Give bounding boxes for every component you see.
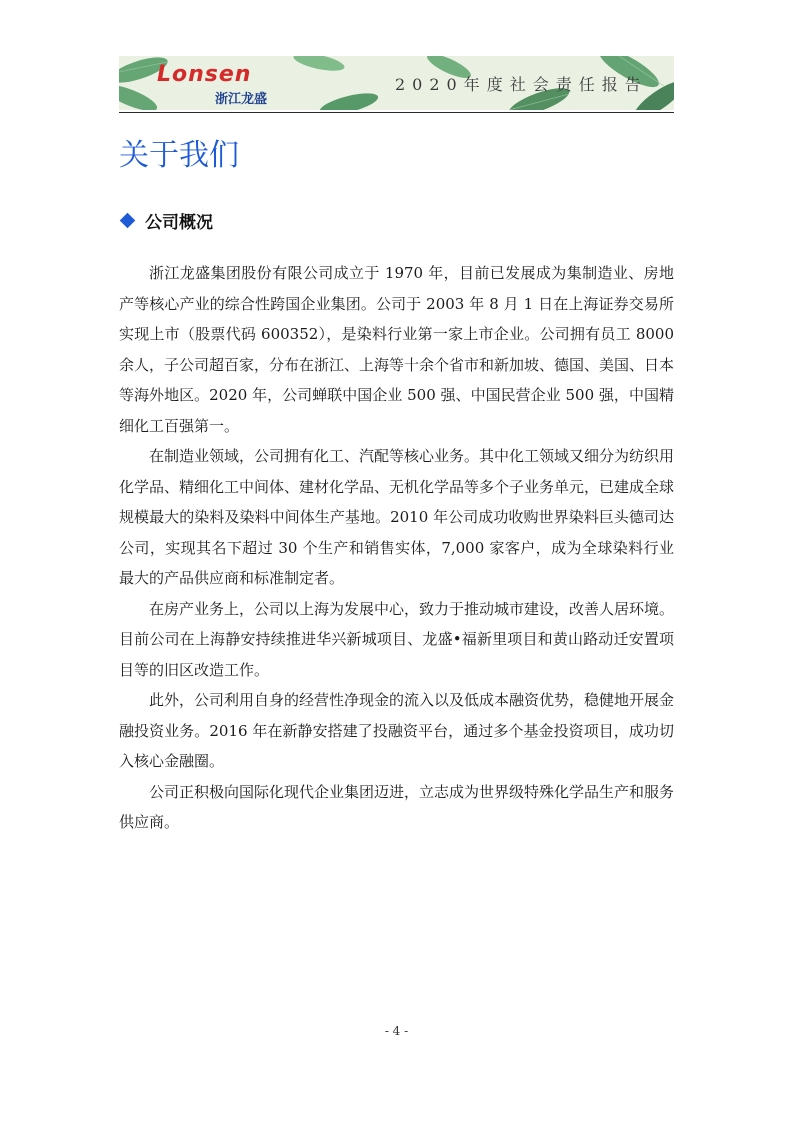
paragraph: 浙江龙盛集团股份有限公司成立于 1970 年，目前已发展成为集制造业、房地产等核心产业的综合性跨国企业集团。公司于 2003 年 8 月 1 日在上海证券交易所实现上市（股票代码 600352），是染料行业第一家上市企业。公司拥有员工 8000 余人，子公司超百家，分布在浙江、上海等十余个省市和新加坡、德国、美国、日本等海外地区。2020 年，公司蝉联中国企业 500 强、中国民营企业 500 强，中国精细化工百强第一。	[119, 264, 675, 435]
paragraph: 在房产业务上，公司以上海为发展中心，致力于推动城市建设，改善人居环境。目前公司在上海静安持续推进华兴新城项目、龙盛•福新里项目和黄山路动迁安置项目等的旧区改造工作。	[119, 599, 675, 679]
company-logo: Lonsen	[157, 62, 252, 87]
body-text	[119, 258, 674, 838]
paragraph: 此外，公司利用自身的经营性净现金的流入以及低成本融资优势，稳健地开展金融投资业务。2016 年在新静安搭建了投融资平台，通过多个基金投资项目，成功切入核心金融圈。	[119, 691, 675, 770]
section-heading	[119, 208, 213, 233]
report-title: 2020年度社会责任报告	[395, 75, 648, 94]
header-divider	[119, 112, 674, 113]
company-logo-subtitle: 浙江龙盛	[215, 92, 268, 107]
header-banner	[119, 56, 674, 110]
diamond-bullet-icon	[120, 213, 136, 229]
page-number: - 4 -	[384, 1024, 409, 1038]
paragraph: 公司正积极向国际化现代企业集团迈进，立志成为世界级特殊化学品生产和服务供应商。	[119, 782, 675, 831]
paragraph: 在制造业领域，公司拥有化工、汽配等核心业务。其中化工领域又细分为纺织用化学品、精细化工中间体、建材化学品、无机化学品等多个子业务单元，已建成全球规模最大的染料及染料中间体生产基地。2010 年公司成功收购世界染料巨头德司达公司，实现其名下超过 30 个生产和销售实体，7,000 家客户，成为全球染料行业最大的产品供应商和标准制定者。	[119, 447, 675, 587]
page-title: 关于我们	[119, 138, 239, 173]
section-title: 公司概况	[145, 213, 213, 233]
